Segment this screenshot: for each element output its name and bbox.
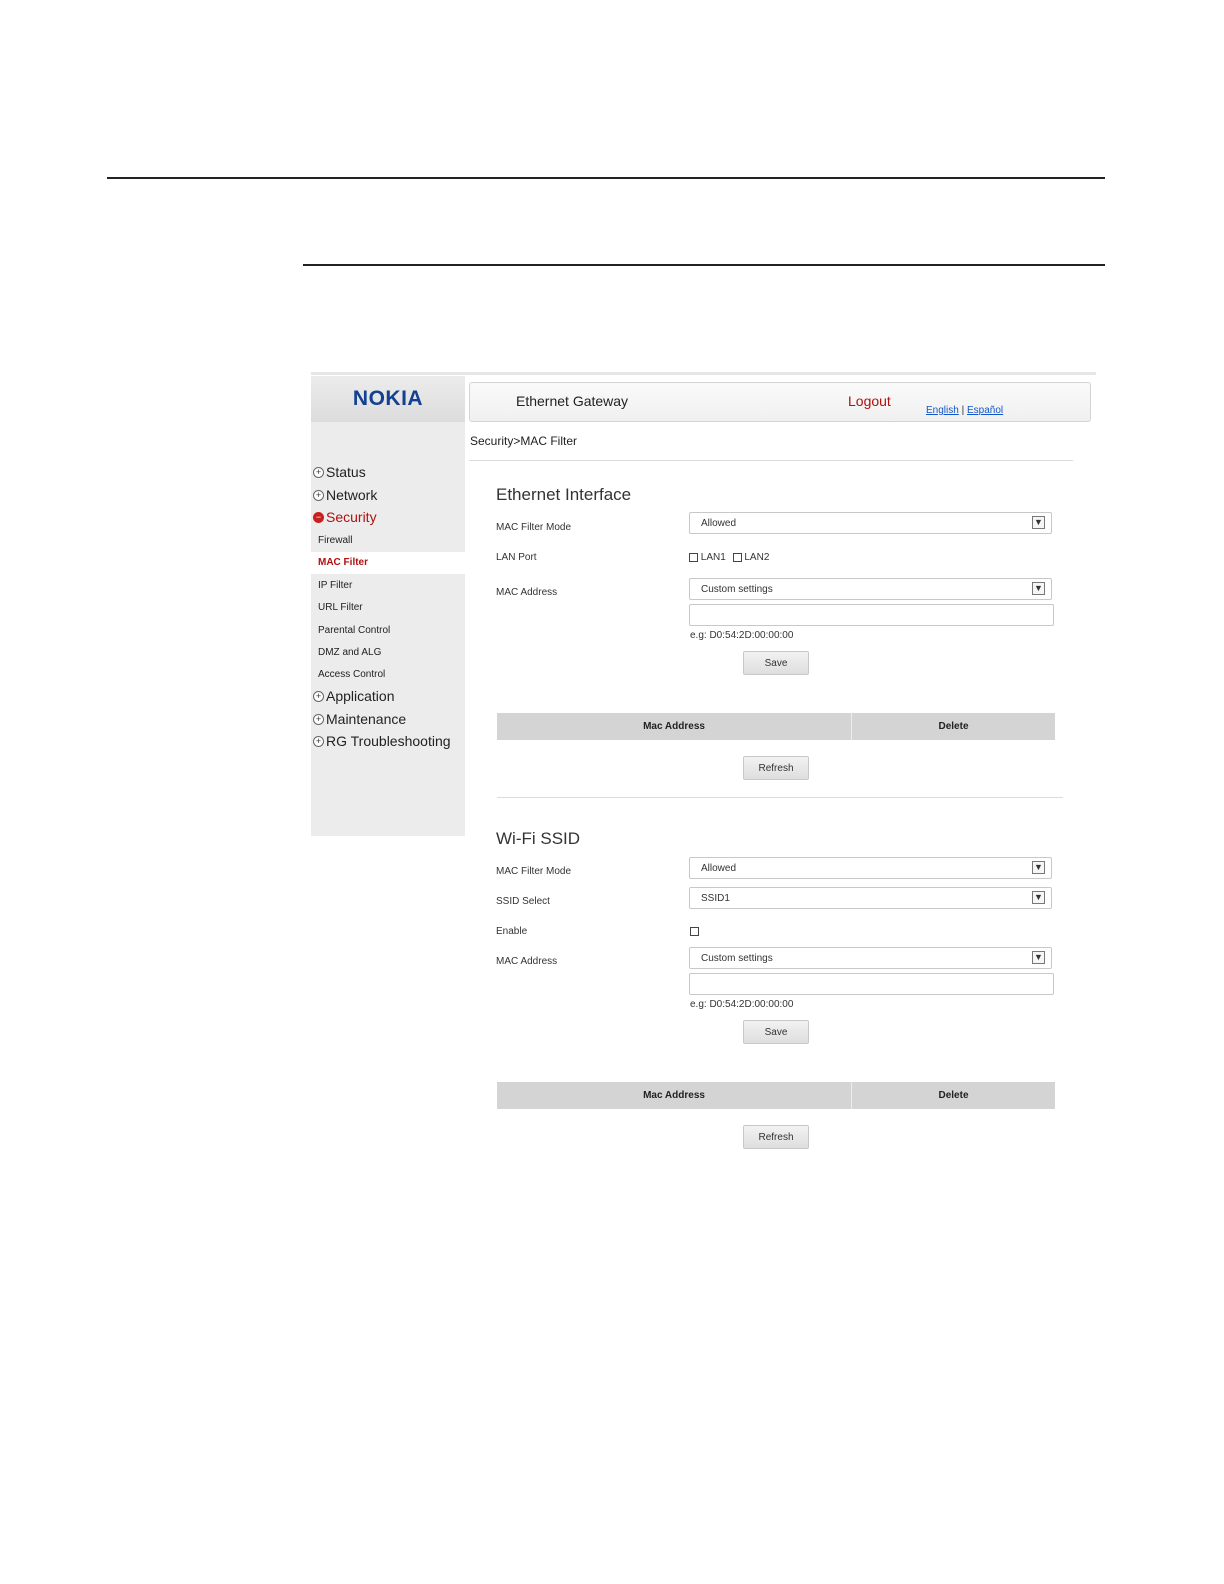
wifi-mac-address-hint: e.g: D0:54:2D:00:00:00 (690, 999, 794, 1010)
sidebar-subitem-firewall[interactable]: Firewall (318, 535, 353, 546)
collapse-minus-icon: − (313, 512, 324, 523)
wifi-mac-filter-mode-label: MAC Filter Mode (496, 866, 572, 877)
wifi-mac-table-header (497, 1082, 1055, 1109)
wifi-mac-address-input[interactable] (689, 973, 1054, 995)
eth-mac-address-label: MAC Address (496, 587, 558, 598)
col-delete: Delete (938, 721, 969, 732)
wifi-mac-address-select[interactable] (689, 947, 1052, 969)
wifi-enable-checkbox[interactable] (690, 927, 699, 936)
sidebar-subitem-ip-filter[interactable]: IP Filter (318, 580, 353, 591)
header-bar (469, 382, 1091, 422)
sidebar-item-label: Maintenance (326, 711, 407, 727)
select-value: Custom settings (701, 584, 773, 595)
lan2-checkbox[interactable] (733, 553, 742, 562)
eth-lan-port-options (689, 552, 773, 563)
sidebar-subitem-parental-control[interactable]: Parental Control (318, 625, 391, 636)
lang-spanish-link[interactable]: Español (966, 405, 1004, 416)
lang-separator: | (961, 405, 965, 416)
wifi-section-title: Wi-Fi SSID (496, 829, 581, 848)
page-rule-top (107, 177, 1105, 179)
router-ui-screenshot (311, 372, 1096, 1162)
header-title: Ethernet Gateway (516, 393, 629, 409)
sidebar-subitem-access-control[interactable]: Access Control (318, 669, 386, 680)
page-rule-section (303, 264, 1105, 266)
select-value: Allowed (701, 863, 737, 874)
sidebar-item-security[interactable] (313, 509, 377, 525)
col-mac-address: Mac Address (497, 1082, 852, 1109)
chevron-down-icon: ▼ (1032, 861, 1045, 874)
select-value: Allowed (701, 518, 737, 529)
expand-plus-icon: + (313, 691, 324, 702)
lan2-label: LAN2 (744, 552, 770, 563)
eth-save-button[interactable]: Save (743, 651, 809, 675)
wifi-refresh-button[interactable]: Refresh (743, 1125, 809, 1149)
wifi-mac-filter-mode-select[interactable] (689, 857, 1052, 879)
wifi-ssid-select-label: SSID Select (496, 896, 550, 907)
wifi-save-button[interactable]: Save (743, 1020, 809, 1044)
select-value: SSID1 (701, 893, 730, 904)
breadcrumb: Security>MAC Filter (470, 434, 578, 448)
expand-plus-icon: + (313, 490, 324, 501)
section-divider (497, 797, 1063, 798)
wifi-ssid-select[interactable] (689, 887, 1052, 909)
sidebar-item-label: Status (326, 464, 366, 480)
sidebar-item-rg-troubleshooting[interactable] (313, 733, 451, 749)
top-border (311, 372, 1096, 375)
sidebar-subitem-dmz-alg[interactable]: DMZ and ALG (318, 647, 382, 658)
sidebar-item-status[interactable] (313, 464, 366, 480)
wifi-enable-label: Enable (496, 926, 528, 937)
sidebar-subitem-url-filter[interactable]: URL Filter (318, 602, 363, 613)
eth-mac-filter-mode-select[interactable] (689, 512, 1052, 534)
chevron-down-icon: ▼ (1032, 891, 1045, 904)
expand-plus-icon: + (313, 714, 324, 725)
sidebar (311, 422, 465, 836)
chevron-down-icon: ▼ (1032, 582, 1045, 595)
sidebar-item-application[interactable] (313, 688, 395, 704)
eth-mac-filter-mode-label: MAC Filter Mode (496, 522, 572, 533)
eth-mac-table-header (497, 713, 1055, 740)
sidebar-item-label: RG Troubleshooting (326, 733, 451, 749)
chevron-down-icon: ▼ (1032, 516, 1045, 529)
lan1-checkbox[interactable] (689, 553, 698, 562)
expand-plus-icon: + (313, 467, 324, 478)
sidebar-item-label: Security (326, 509, 377, 525)
lang-english-link[interactable]: English (926, 405, 959, 416)
col-mac-address: Mac Address (497, 713, 852, 740)
col-delete: Delete (938, 1090, 969, 1101)
chevron-down-icon: ▼ (1032, 951, 1045, 964)
eth-mac-address-input[interactable] (689, 604, 1054, 626)
wifi-mac-address-label: MAC Address (496, 956, 558, 967)
eth-mac-address-select[interactable] (689, 578, 1052, 600)
nokia-logo: NOKIA (352, 387, 424, 410)
eth-mac-address-hint: e.g: D0:54:2D:00:00:00 (690, 630, 794, 641)
ethernet-section-title: Ethernet Interface (496, 485, 632, 504)
sidebar-item-network[interactable] (313, 487, 377, 503)
expand-plus-icon: + (313, 736, 324, 747)
select-value: Custom settings (701, 953, 773, 964)
language-switcher (926, 405, 1003, 416)
eth-refresh-button[interactable]: Refresh (743, 756, 809, 780)
eth-lan-port-label: LAN Port (496, 552, 537, 563)
sidebar-item-label: Network (326, 487, 378, 503)
lan1-label: LAN1 (700, 552, 726, 563)
sidebar-subitem-mac-filter[interactable]: MAC Filter (318, 557, 368, 568)
sidebar-item-label: Application (326, 688, 395, 704)
sidebar-item-maintenance[interactable] (313, 711, 406, 727)
breadcrumb-divider (469, 460, 1073, 461)
logo-area (311, 376, 465, 422)
logout-link[interactable]: Logout (848, 393, 891, 409)
